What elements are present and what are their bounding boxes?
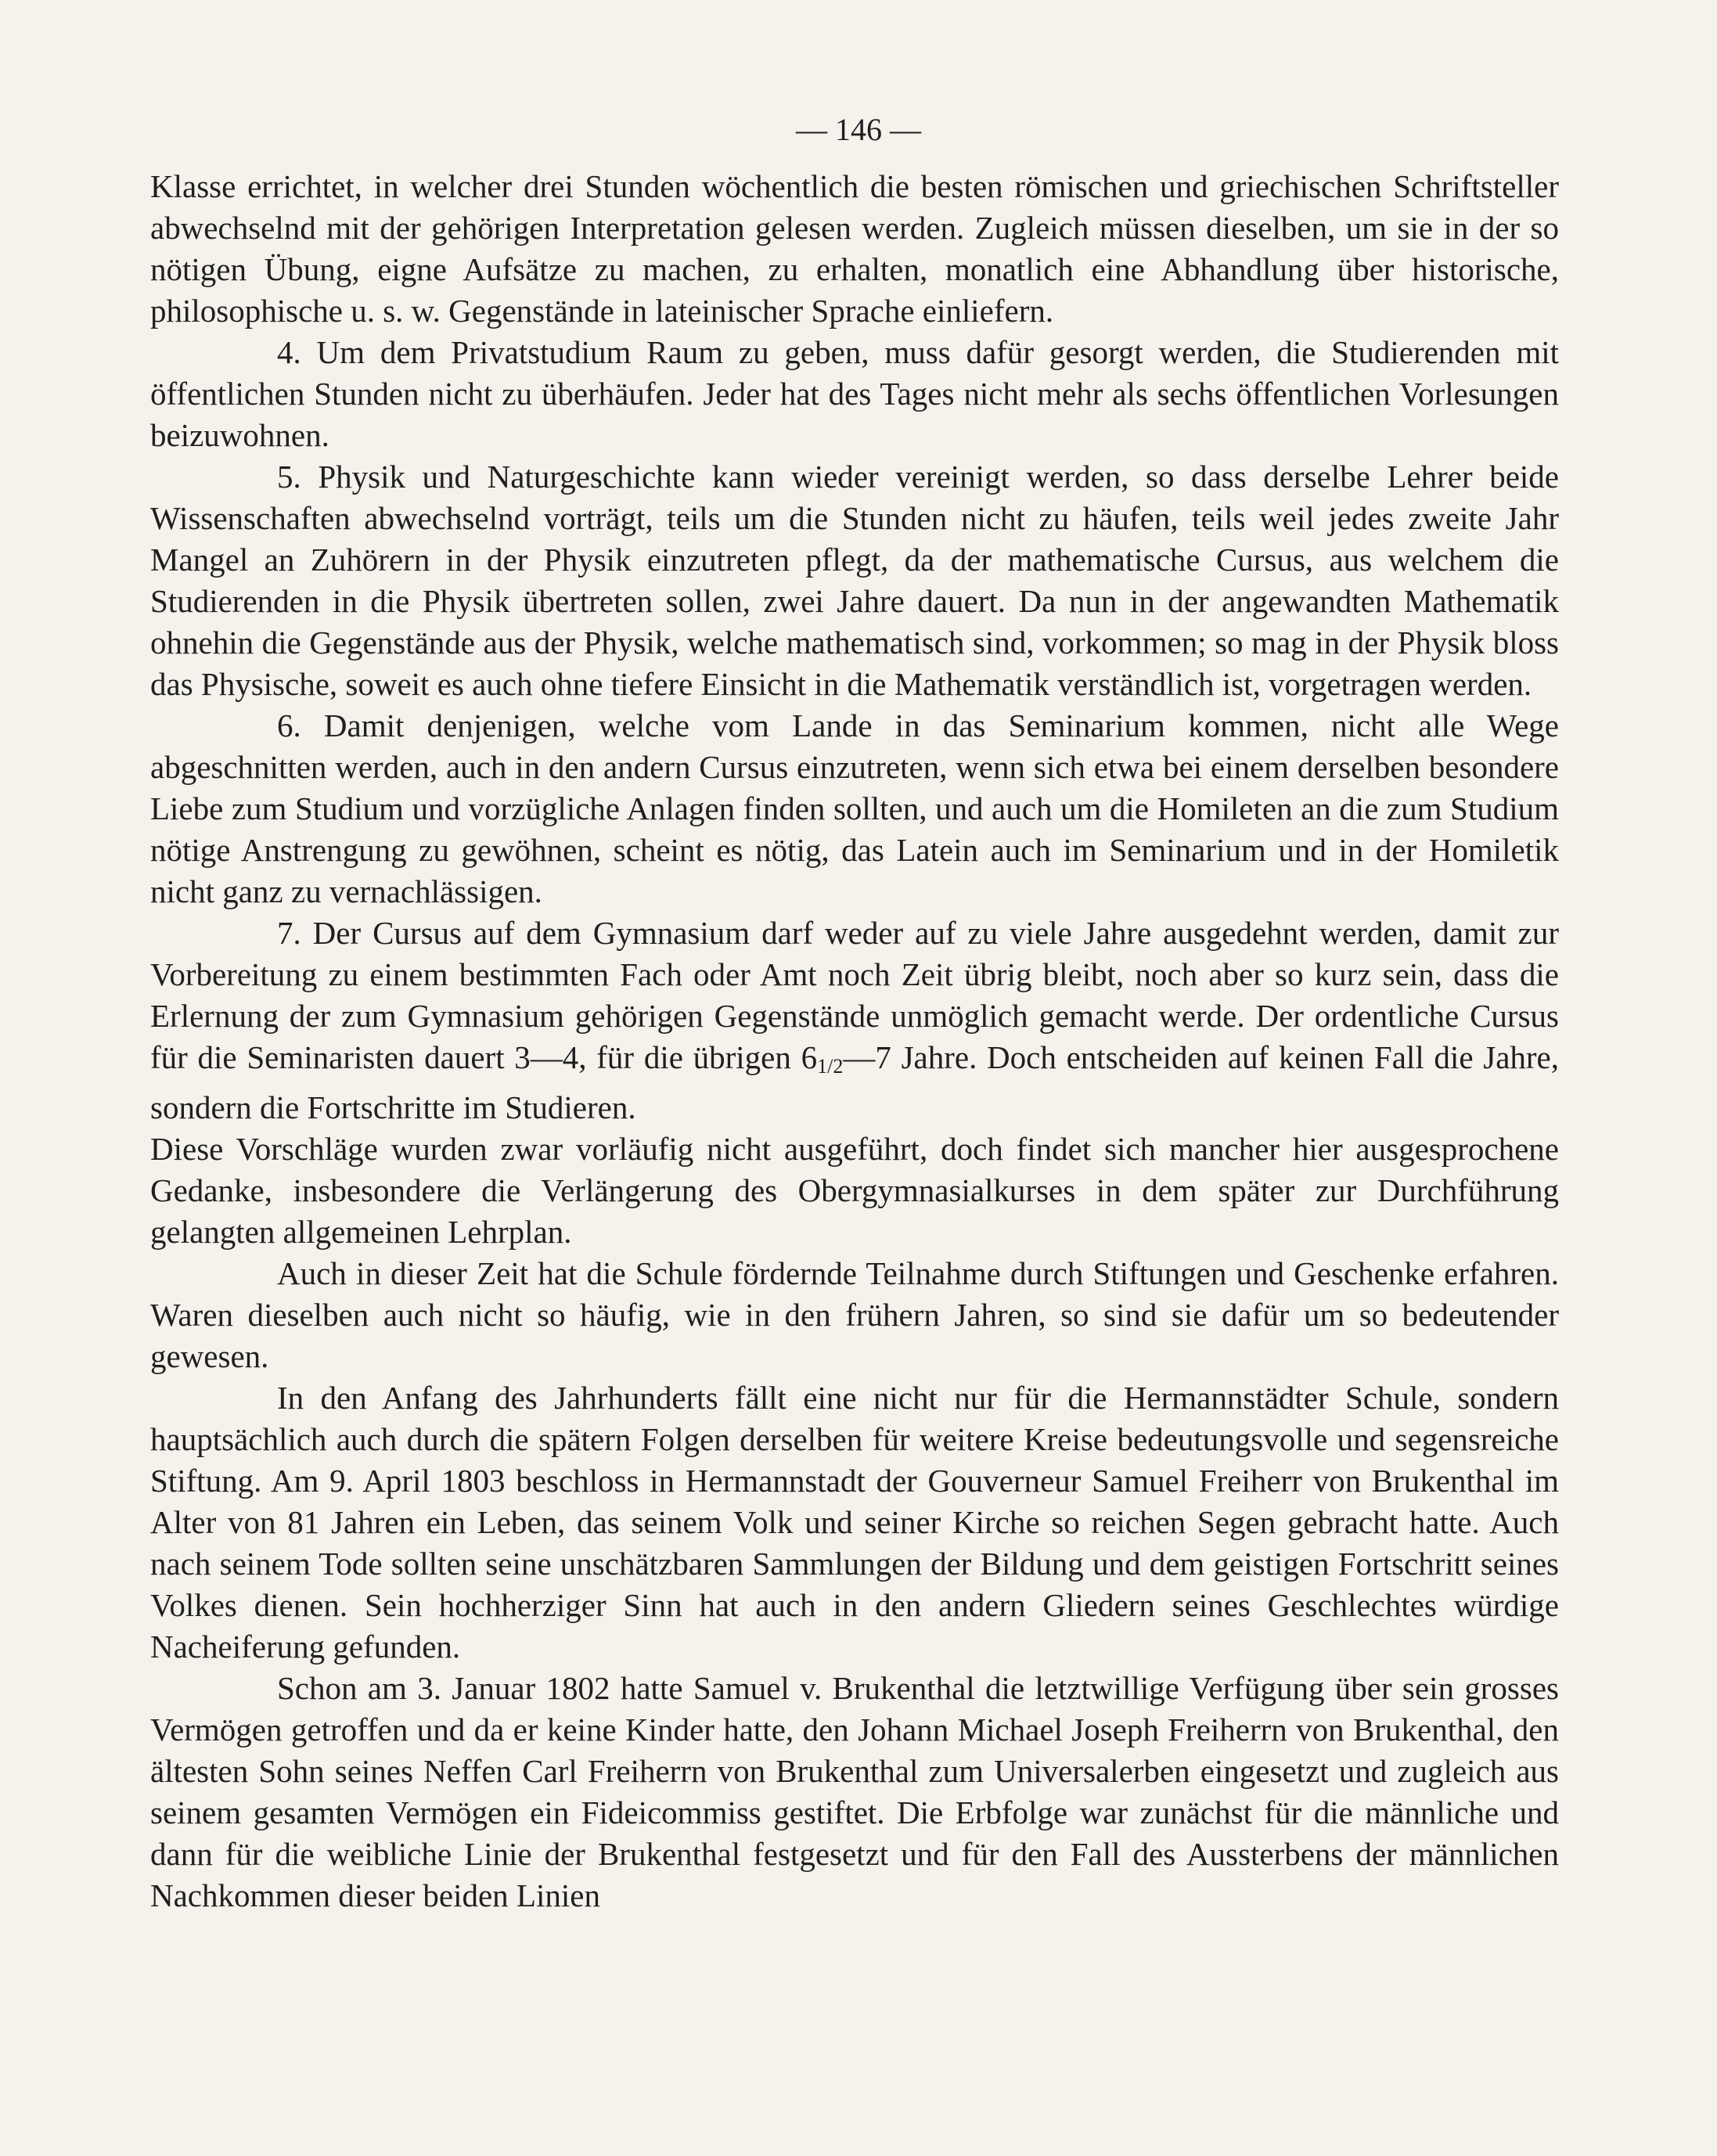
paragraph-5-text-before: 7. Der Cursus auf dem Gymnasium darf weder auf zu viele Jahre ausgedehnt werden, damit zur Vorbereitung zu einem bestimmten Fach oder Amt noch Zeit übrig bleibt, noch aber so kurz sein, dass die Erlernung der zum Gymnasium gehörigen Gegenstände unmöglich gemacht werde. Der ordentliche Cursus für die Seminaristen dauert 3—4, für die übrigen 6 [150,915,1559,1075]
paragraph-3: 5. Physik und Naturgeschichte kann wieder vereinigt werden, so dass derselbe Lehrer beide Wissenschaften abwechselnd vorträgt, teils um die Stunden nicht zu häufen, teils weil jedes zweite Jahr Mangel an Zuhörern in der Physik einzutreten pflegt, da der mathematische Cursus, aus welchem die Studierenden in die Physik übertreten sollen, zwei Jahre dauert. Da nun in der angewandten Mathematik ohnehin die Gegenstände aus der Physik, welche mathematisch sind, vorkommen; so mag in der Physik bloss das Physische, soweit es auch ohne tiefere Einsicht in die Mathematik verständlich ist, vorgetragen werden. [150,459,1559,702]
fraction-one-half: 1/2 [817,1055,844,1078]
paragraph-6: Diese Vorschläge wurden zwar vorläufig nicht ausgeführt, doch findet sich mancher hier ausgesprochene Gedanke, insbesondere die Verlängerung des Obergymnasialkurses in dem später zur Durchführung gelangten allgemeinen Lehrplan. [150,1131,1559,1250]
paragraph-2: 4. Um dem Privatstudium Raum zu geben, muss dafür gesorgt werden, die Studierenden mit öffentlichen Stunden nicht zu überhäufen. Jeder hat des Tages nicht mehr als sechs öffentlichen Vorlesungen beizuwohnen. [150,334,1559,453]
paragraph-5 [150,912,1559,1128]
paragraph-4: 6. Damit denjenigen, welche vom Lande in das Seminarium kommen, nicht alle Wege abgeschnitten werden, auch in den andern Cursus einzutreten, wenn sich etwa bei einem derselben besondere Liebe zum Studium und vorzügliche Anlagen finden sollten, und auch um die Homileten an die zum Studium nötige Anstrengung zu gewöhnen, scheint es nötig, das Latein auch im Seminarium und in der Homiletik nicht ganz zu vernachlässigen. [150,707,1559,909]
paragraph-7: Auch in dieser Zeit hat die Schule fördernde Teilnahme durch Stiftungen und Geschenke erfahren. Waren dieselben auch nicht so häufig, wie in den frühern Jahren, so sind sie dafür um so bedeutender gewesen. [150,1255,1559,1374]
paragraph-5-text-after: —7 Jahre. Doch entscheiden auf keinen Fall die Jahre, sondern die Fortschritte im Studieren. [150,1039,1560,1125]
paragraph-9: Schon am 3. Januar 1802 hatte Samuel v. Brukenthal die letztwillige Verfügung über sein grosses Vermögen getroffen und da er keine Kinder hatte, den Johann Michael Joseph Freiherrn von Brukenthal, den ältesten Sohn seines Neffen Carl Freiherrn von Brukenthal zum Universalerben eingesetzt und zugleich aus seinem gesamten Vermögen ein Fideicommiss gestiftet. Die Erbfolge war zunächst für die männliche und dann für die weibliche Linie der Brukenthal festgesetzt und für den Fall des Aussterbens der männlichen Nachkommen dieser beiden Linien [150,1670,1559,1913]
body-text [150,166,1559,1917]
paragraph-8: In den Anfang des Jahrhunderts fällt eine nicht nur für die Hermannstädter Schule, sondern hauptsächlich auch durch die spätern Folgen derselben für weitere Kreise bedeutungsvolle und segensreiche Stiftung. Am 9. April 1803 beschloss in Hermannstadt der Gouverneur Samuel Freiherr von Brukenthal im Alter von 81 Jahren ein Leben, das seinem Volk und seiner Kirche so reichen Segen gebracht hatte. Auch nach seinem Tode sollten seine unschätzbaren Sammlungen der Bildung und dem geistigen Fortschritt seines Volkes dienen. Sein hochherziger Sinn hat auch in den andern Gliedern seines Geschlechtes würdige Nacheiferung gefunden. [150,1380,1559,1665]
page-number: — 146 — [796,112,921,147]
paragraph-1: Klasse errichtet, in welcher drei Stunden wöchentlich die besten römischen und griechischen Schriftsteller abwechselnd mit der gehörigen Interpretation gelesen werden. Zugleich müssen dieselben, um sie in der so nötigen Übung, eigne Aufsätze zu machen, zu erhalten, monatlich eine Abhandlung über historische, philosophische u. s. w. Gegenstände in lateinischer Sprache einliefern. [150,168,1559,329]
